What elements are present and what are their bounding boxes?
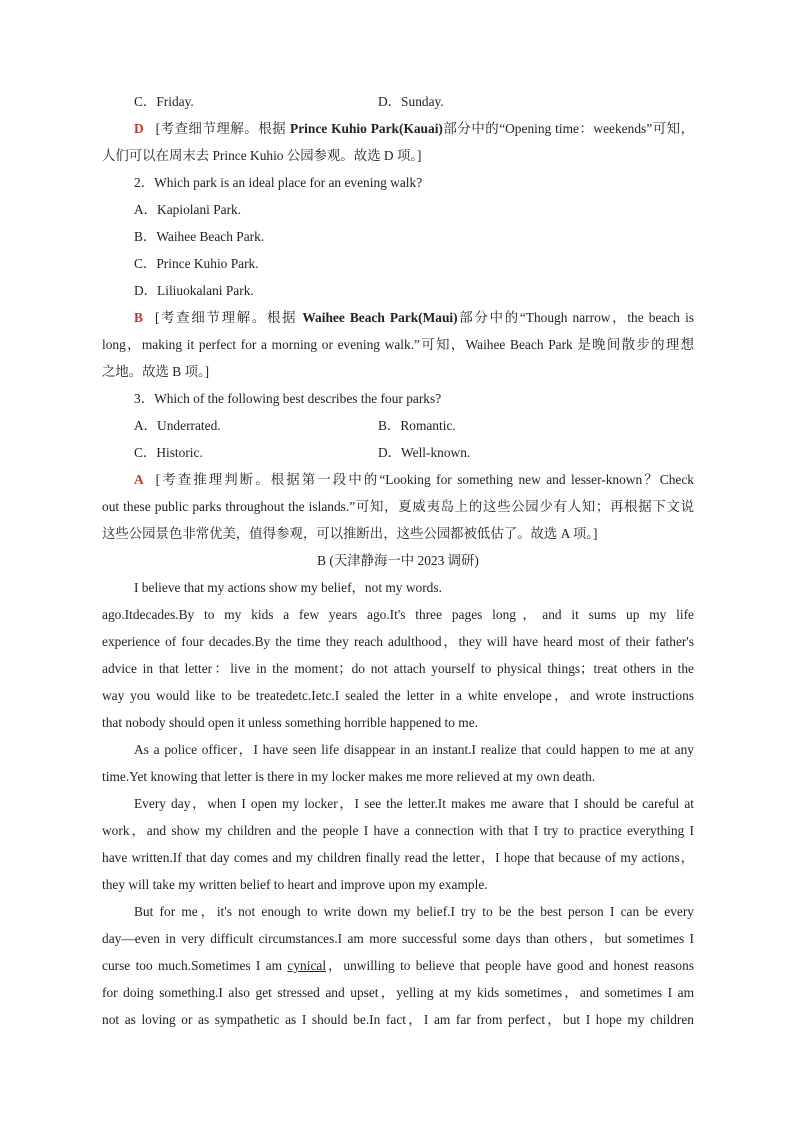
q1-answer-letter: D [134,121,144,136]
passage-p3-line2: time.Yet knowing that letter is there in my locker makes me more relieved at my own death. [102,769,596,784]
q3-option-b: B．Romantic. [378,418,456,433]
q3-answer-text: [考查推理判断。根据第一段中的“Looking for something new and lesser-known？Check [155,472,694,487]
q2-stem: 2．Which park is an ideal place for an evening walk? [134,175,423,190]
q3-option-c: C．Historic. [134,445,203,460]
passage-p5-line5: not as loving or as sympathetic as I should be.In fact，I am far from perfect，but I hope my children [102,1012,694,1027]
q2-answer-line1 [102,304,694,331]
q1-answer-text-b: 部分中的“Opening time：weekends”可知， [442,121,694,136]
passage-p5-line3-b: ，unwilling to believe that people have good and honest reasons [326,958,694,973]
q2-answer-text-b: 部分中的“Though narrow，the beach is [457,310,694,325]
q2-option-c: C．Prince Kuhio Park. [134,256,259,271]
passage-p5-line4: for doing something.I also get stressed and upset，yelling at my kids sometimes，and sometimes I am [102,985,694,1000]
q2-option-d: D．Liliuokalani Park. [134,283,254,298]
q2-option-a: A．Kapiolani Park. [134,202,242,217]
q2-answer-park: Waihee Beach Park(Maui) [302,310,458,325]
q1-option-c: C．Friday. [134,94,194,109]
q1-options-row [102,88,694,115]
passage-p2-line2: experience of four decades.By the time they reach adulthood，they will have heard most of their father's [102,634,694,649]
passage-p2-line1: ago.Itdecades.By to my kids a few years ago.It's three pages long，and it sums up my life [102,607,694,622]
passage-p4-line4: they will take my written belief to heart and improve upon my example. [102,877,488,892]
q1-answer-text-a: [考查细节理解。根据 [155,121,291,136]
document-content [102,88,694,1033]
passage-p3-line1: As a police officer，I have seen life disappear in an instant.I realize that could happen to me at any [134,742,694,757]
passage-p4-line3: have written.If that day comes and my children finally read the letter，I hope that because of my actions， [102,850,694,865]
underlined-word-cynical: cynical [287,958,327,973]
q2-option-b: B．Waihee Beach Park. [134,229,265,244]
q3-answer-line2: out these public parks throughout the islands.”可知，夏威夷岛上的这些公园少有人知；再根据下文说 [102,499,694,514]
q1-answer-park: Prince Kuhio Park(Kauai) [290,121,443,136]
q3-answer-line3: 这些公园景色非常优美，值得参观，可以推断出，这些公园都被低估了。故选 A 项。] [102,526,598,541]
q1-answer-line2: 人们可以在周末去 Prince Kuhio 公园参观。故选 D 项。] [102,148,422,163]
passage-p5-line1: But for me，it's not enough to write down my belief.I try to be the best person I can be every [134,904,694,919]
q3-option-a: A．Underrated. [134,418,221,433]
q1-option-d: D．Sunday. [378,94,444,109]
q3-answer-line1 [102,466,694,493]
q2-answer-letter: B [134,310,143,325]
q3-option-d: D．Well-known. [378,445,471,460]
passage-p5-line2: day—even in very difficult circumstances.I am more successful some days than others，but sometimes I [102,931,694,946]
passage-p2-line5: that nobody should open it unless something horrible happened to me. [102,715,478,730]
q2-answer-line3: 之地。故选 B 项。] [102,364,210,379]
section-b-title: B (天津静海一中 2023 调研) [317,553,479,568]
q3-stem: 3．Which of the following best describes the four parks? [134,391,442,406]
q3-options-row1 [102,412,694,439]
passage-p2-line3: advice in that letter：live in the moment；do not attach yourself to physical things；treat others in the [102,661,694,676]
passage-p2-line4: way you would like to be treatedetc.Ietc.I sealed the letter in a white envelope，and wrote instructions [102,688,694,703]
q3-answer-letter: A [134,472,144,487]
q2-answer-line2: long，making it perfect for a morning or evening walk.”可知，Waihee Beach Park 是晚间散步的理想 [102,337,694,352]
passage-p5-line3-a: curse too much.Sometimes I am [102,958,288,973]
q1-answer-line1 [102,115,694,142]
passage-p1: I believe that my actions show my belief，not my words. [134,580,442,595]
passage-p4-line1: Every day，when I open my locker，I see the letter.It makes me aware that I should be careful at [134,796,694,811]
q3-options-row2 [102,439,694,466]
passage-p5-line3 [102,952,694,979]
q2-answer-text-a: [考查细节理解。根据 [154,310,303,325]
passage-p4-line2: work，and show my children and the people I have a connection with that I try to practice everything I [102,823,694,838]
